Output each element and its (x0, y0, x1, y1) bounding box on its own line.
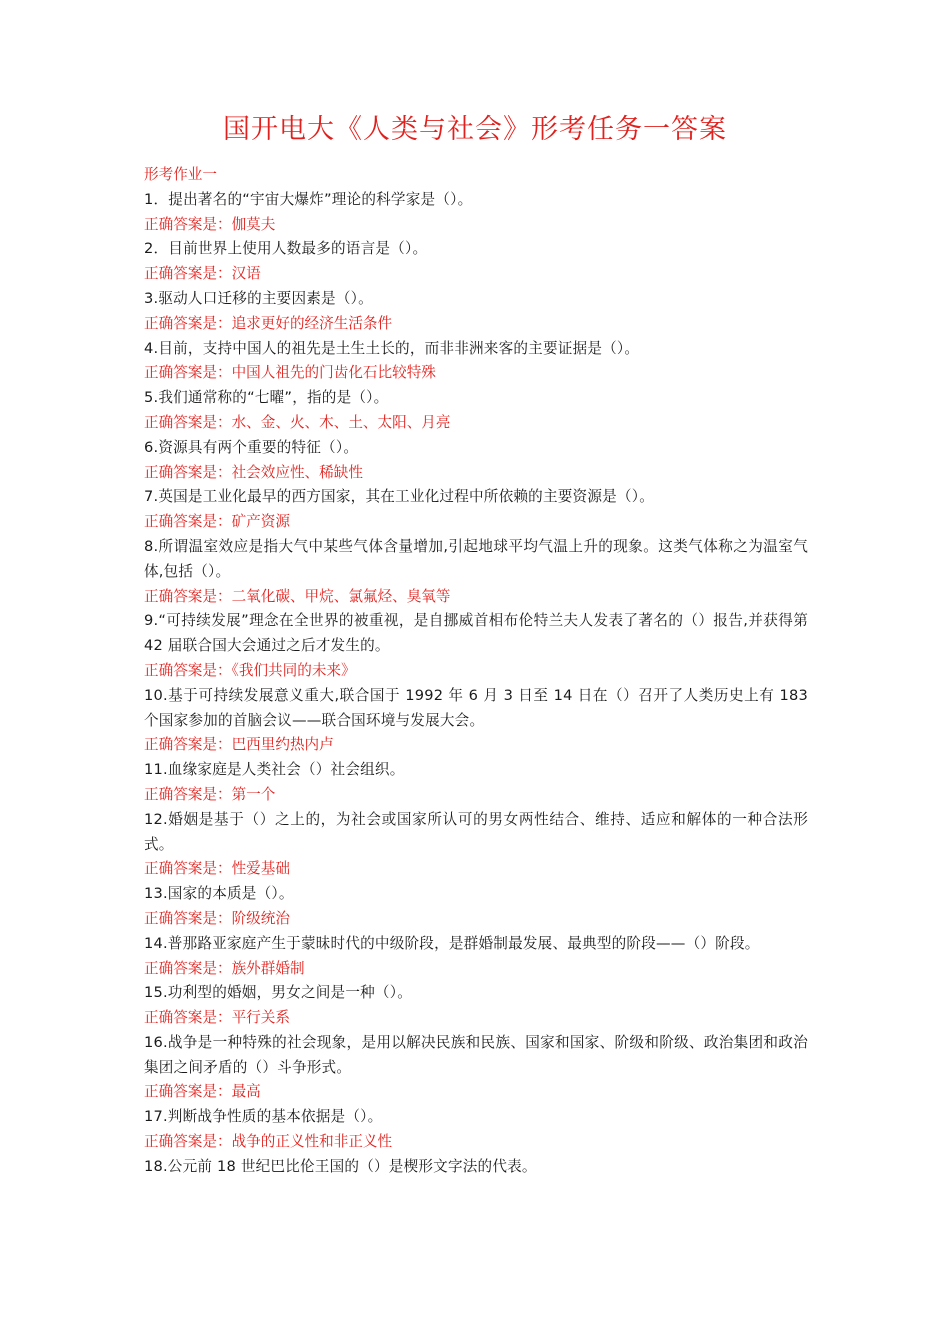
question-18: 18.公元前 18 世纪巴比伦王国的（）是楔形文字法的代表。 (144, 1157, 537, 1175)
question-17: 17.判断战争性质的基本依据是（）。 (144, 1108, 383, 1126)
answer-10: 正确答案是：巴西里约热内卢 (144, 736, 334, 754)
answer-2: 正确答案是：汉语 (144, 265, 261, 283)
answer-6: 正确答案是：社会效应性、稀缺性 (144, 463, 363, 481)
document-body (144, 163, 808, 1180)
question-14: 14.普那路亚家庭产生于蒙昧时代的中级阶段，是群婚制最发展、最典型的阶段——（）阶段。 (144, 934, 760, 952)
question-10: 10.基于可持续发展意义重大,联合国于 1992 年 6 月 3 日至 14 日在（）召开了人类历史上有 183 个国家参加的首脑会议——联合国环境与发展大会。 (144, 686, 808, 729)
question-12: 12.婚姻是基于（）之上的，为社会或国家所认可的男女两性结合、维持、适应和解体的一种合法形式。 (144, 810, 808, 853)
answer-14: 正确答案是：族外群婚制 (144, 959, 305, 977)
question-6: 6.资源具有两个重要的特征（）。 (144, 438, 359, 456)
answer-1: 正确答案是：伽莫夫 (144, 215, 276, 233)
document-title: 国开电大《人类与社会》形考任务一答案 (223, 114, 727, 145)
question-1: 1．提出著名的“宇宙大爆炸”理论的科学家是（）。 (144, 190, 473, 208)
question-3: 3.驱动人口迁移的主要因素是（）。 (144, 289, 373, 307)
answer-7: 正确答案是：矿产资源 (144, 513, 290, 531)
answer-3: 正确答案是：追求更好的经济生活条件 (144, 314, 393, 332)
question-7: 7.英国是工业化最早的西方国家，其在工业化过程中所依赖的主要资源是（）。 (144, 488, 655, 506)
answer-5: 正确答案是：水、金、火、木、土、太阳、月亮 (144, 413, 451, 431)
question-5: 5.我们通常称的“七曜”，指的是（）。 (144, 389, 389, 407)
question-13: 13.国家的本质是（）。 (144, 885, 294, 903)
answer-17: 正确答案是：战争的正义性和非正义性 (144, 1133, 393, 1151)
question-15: 15.功利型的婚姻，男女之间是一种（）。 (144, 984, 413, 1002)
answer-15: 正确答案是：平行关系 (144, 1009, 290, 1027)
section-label: 形考作业一 (144, 166, 217, 183)
answer-9: 正确答案是：《我们共同的未来》 (144, 661, 356, 679)
question-4: 4.目前，支持中国人的祖先是土生土长的，而非非洲来客的主要证据是（）。 (144, 339, 640, 357)
question-11: 11.血缘家庭是人类社会（）社会组织。 (144, 761, 405, 779)
answer-8: 正确答案是：二氧化碳、甲烷、氯氟烃、臭氧等 (144, 587, 451, 605)
question-2: 2．目前世界上使用人数最多的语言是（）。 (144, 240, 428, 258)
answer-4: 正确答案是：中国人祖先的门齿化石比较特殊 (144, 364, 436, 382)
answer-12: 正确答案是：性爱基础 (144, 860, 290, 878)
question-16: 16.战争是一种特殊的社会现象，是用以解决民族和民族、国家和国家、阶级和阶级、政治集团和政治集团之间矛盾的（）斗争形式。 (144, 1033, 808, 1076)
answer-13: 正确答案是：阶级统治 (144, 909, 290, 927)
question-9: 9.“可持续发展”理念在全世界的被重视，是自挪威首相布伦特兰夫人发表了著名的（）报告,并获得第 42 届联合国大会通过之后才发生的。 (144, 612, 808, 655)
question-8: 8.所谓温室效应是指大气中某些气体含量增加,引起地球平均气温上升的现象。这类气体称之为温室气体,包括（）。 (144, 537, 808, 580)
answer-11: 正确答案是：第一个 (144, 785, 276, 803)
answer-16: 正确答案是：最高 (144, 1083, 261, 1101)
